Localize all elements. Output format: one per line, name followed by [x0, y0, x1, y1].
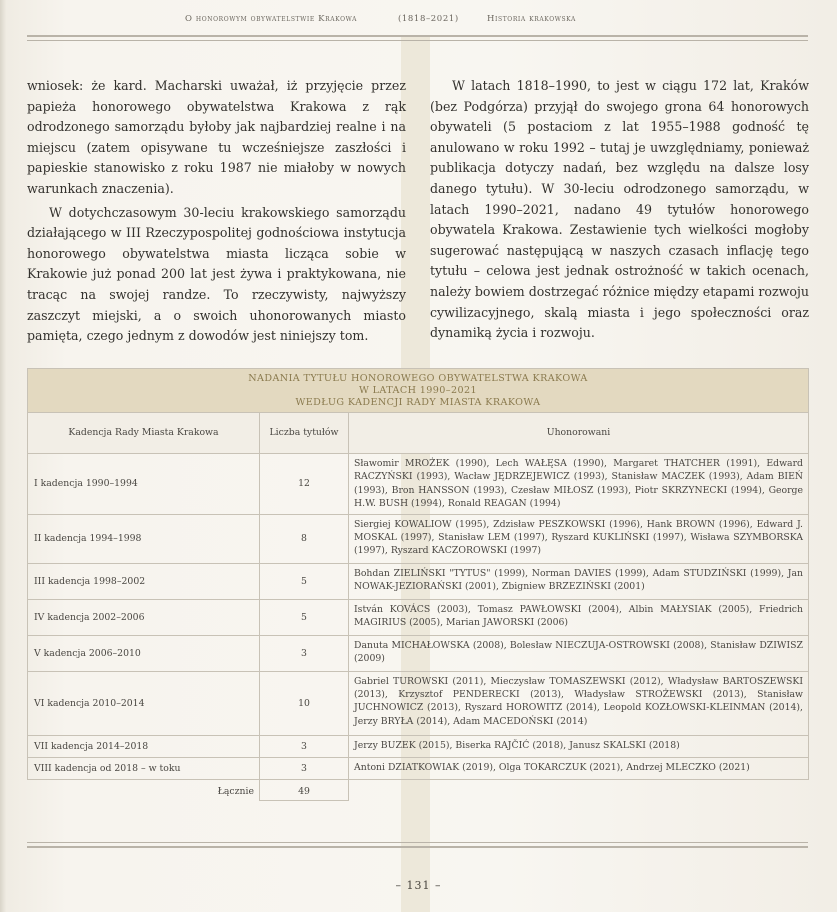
- bottom-rule: [27, 842, 808, 848]
- column-header-uhonorowani: Uhonorowani: [349, 413, 809, 454]
- table-row: [28, 454, 809, 515]
- column-header-kadencja: Kadencja Rady Miasta Krakowa: [28, 413, 260, 454]
- table-row: [28, 635, 809, 671]
- kadencja-cell: I kadencja 1990–1994: [28, 454, 260, 515]
- table-row: [28, 563, 809, 599]
- page-gutter: [0, 0, 6, 912]
- uhonorowani-cell: Jerzy BUZEK (2015), Biserka RAJČIĆ (2018), Janusz SKALSKI (2018): [349, 735, 809, 757]
- liczba-cell: 5: [260, 563, 349, 599]
- uhonorowani-cell: István KOVÁCS (2003), Tomasz PAWŁOWSKI (2004), Albin MAŁYSIAK (2005), Friedrich MAGIRIUS (2005), Marian JAWORSKI (2006): [349, 599, 809, 635]
- liczba-cell: 3: [260, 757, 349, 779]
- running-head-left: O honorowym obywatelstwie Krakowa: [185, 14, 357, 24]
- left-paragraph-1: wniosek: że kard. Macharski uważał, iż przyjęcie przez papieża honorowego obywatelstwa Krakowa z rąk odrodzonego samorządu byłoby jak najbardziej realne i na miejscu (zatem opisywane tu wcześniejsze zaszłości i papieskie stanowisko z roku 1987 nie miałoby w nowych warunkach znaczenia).: [27, 78, 406, 196]
- sum-label: Łącznie: [217, 785, 254, 797]
- uhonorowani-cell: Gabriel TUROWSKI (2011), Mieczysław TOMASZEWSKI (2012), Władysław BARTOSZEWSKI (2013), Krzysztof PENDERECKI (2013), Władysław STROŻEWSKI (2013), Stanisław JUCHNOWICZ (2013), Ryszard HOROWITZ (2014), Leopold KOZŁOWSKI-KLEINMAN (2014), Jerzy BRYŁA (2014), Adam MACEDOŃSKI (2014): [349, 671, 809, 735]
- right-column: [430, 76, 809, 344]
- liczba-cell: 12: [260, 454, 349, 515]
- table-row: [28, 671, 809, 735]
- uhonorowani-cell: Danuta MICHAŁOWSKA (2008), Bolesław NIECZUJA-OSTROWSKI (2008), Stanisław DZIWISZ (2009): [349, 635, 809, 671]
- page-number: – 131 –: [395, 879, 442, 892]
- liczba-cell: 3: [260, 735, 349, 757]
- liczba-cell: 10: [260, 671, 349, 735]
- table-title-line: WEDŁUG KADENCJI RADY MIASTA KRAKOWA: [295, 397, 541, 408]
- liczba-cell: 5: [260, 599, 349, 635]
- table-title-line: W LATACH 1990–2021: [358, 385, 478, 396]
- kadencja-cell: III kadencja 1998–2002: [28, 563, 260, 599]
- kadencja-cell: VII kadencja 2014–2018: [28, 735, 260, 757]
- liczba-cell: 8: [260, 514, 349, 563]
- kadencja-cell: IV kadencja 2002–2006: [28, 599, 260, 635]
- right-paragraph-1: W latach 1818–1990, to jest w ciągu 172 lat, Kraków (bez Podgórza) przyjął do swojego grona 64 honorowych obywateli (5 postaciom z lat 1955–1988 godność tę anulowano w roku 1992 – tutaj je uwzględniamy, ponieważ publikacja dotyczy nadań, bez względu na dalsze losy danego tytułu). W 30-leciu odrodzonego samorządu, w latach 1990–2021, nadano 49 tytułów honorowego obywatela Krakowa. Zestawienie tych wielkości mogłoby sugerować następującą w naszych czasach inflację tego tytułu – celowa jest jednak ostrożność w takich ocenach, należy bowiem dostrzegać różnice między etapami rozwoju cywilizacyjnego, skalą miasta i jego społeczności oraz dynamiką życia i rozwoju.: [430, 78, 809, 341]
- table-row: [28, 599, 809, 635]
- sum-value: 49: [260, 779, 349, 800]
- top-rule: [27, 35, 808, 41]
- table-row: [28, 514, 809, 563]
- running-head-right: Historia krakowska: [487, 14, 576, 24]
- left-column: [27, 76, 406, 347]
- kadencja-cell: VI kadencja 2010–2014: [28, 671, 260, 735]
- uhonorowani-cell: Antoni DZIATKOWIAK (2019), Olga TOKARCZUK (2021), Andrzej MLECZKO (2021): [349, 757, 809, 779]
- left-paragraph-2: W dotychczasowym 30-leciu krakowskiego samorządu działającego w III Rzeczypospolitej godnościowa instytucja honorowego obywatelstwa miasta licząca sobie w Krakowie już ponad 200 lat jest żywa i praktykowana, nie tracąc na swojej randze. To rzeczywisty, najwyższy zaszczyt miejski, a o swoich uhonorowanych miasto pamięta, czego jednym z dowodów jest niniejszy tom.: [27, 204, 406, 344]
- honorary-citizens-table: [27, 368, 809, 801]
- running-head-middle: (1818–2021): [398, 14, 459, 24]
- column-header-liczba: Liczba tytułów: [260, 413, 349, 454]
- table-row: [28, 735, 809, 757]
- kadencja-cell: V kadencja 2006–2010: [28, 635, 260, 671]
- table-title-line: NADANIA TYTUŁU HONOROWEGO OBYWATELSTWA KRAKOWA: [248, 373, 588, 384]
- kadencja-cell: VIII kadencja od 2018 – w toku: [28, 757, 260, 779]
- uhonorowani-cell: Bohdan ZIELIŃSKI "TYTUS" (1999), Norman DAVIES (1999), Adam STUDZIŃSKI (1999), Jan NOWAK-JEZIORAŃSKI (2001), Zbigniew BRZEZIŃSKI (2001): [349, 563, 809, 599]
- table-title: [28, 369, 809, 413]
- kadencja-cell: II kadencja 1994–1998: [28, 514, 260, 563]
- table-sum-row: [28, 779, 809, 800]
- uhonorowani-cell: Sławomir MROŻEK (1990), Lech WAŁĘSA (1990), Margaret THATCHER (1991), Edward RACZYŃSKI (1993), Wacław JĘDRZEJEWICZ (1993), Stanisław MACZEK (1993), Adam BIEŃ (1993), Bron HANSSON (1993), Czesław MIŁOSZ (1993), Piotr SKRZYNECKI (1994), George H.W. BUSH (1994), Ronald REAGAN (1994): [349, 454, 809, 515]
- uhonorowani-cell: Siergiej KOWALIOW (1995), Zdzisław PESZKOWSKI (1996), Hank BROWN (1996), Edward J. MOSKAL (1997), Stanisław LEM (1997), Ryszard KUKLIŃSKI (1997), Wisława SZYMBORSKA (1997), Ryszard KACZOROWSKI (1997): [349, 514, 809, 563]
- liczba-cell: 3: [260, 635, 349, 671]
- table-row: [28, 757, 809, 779]
